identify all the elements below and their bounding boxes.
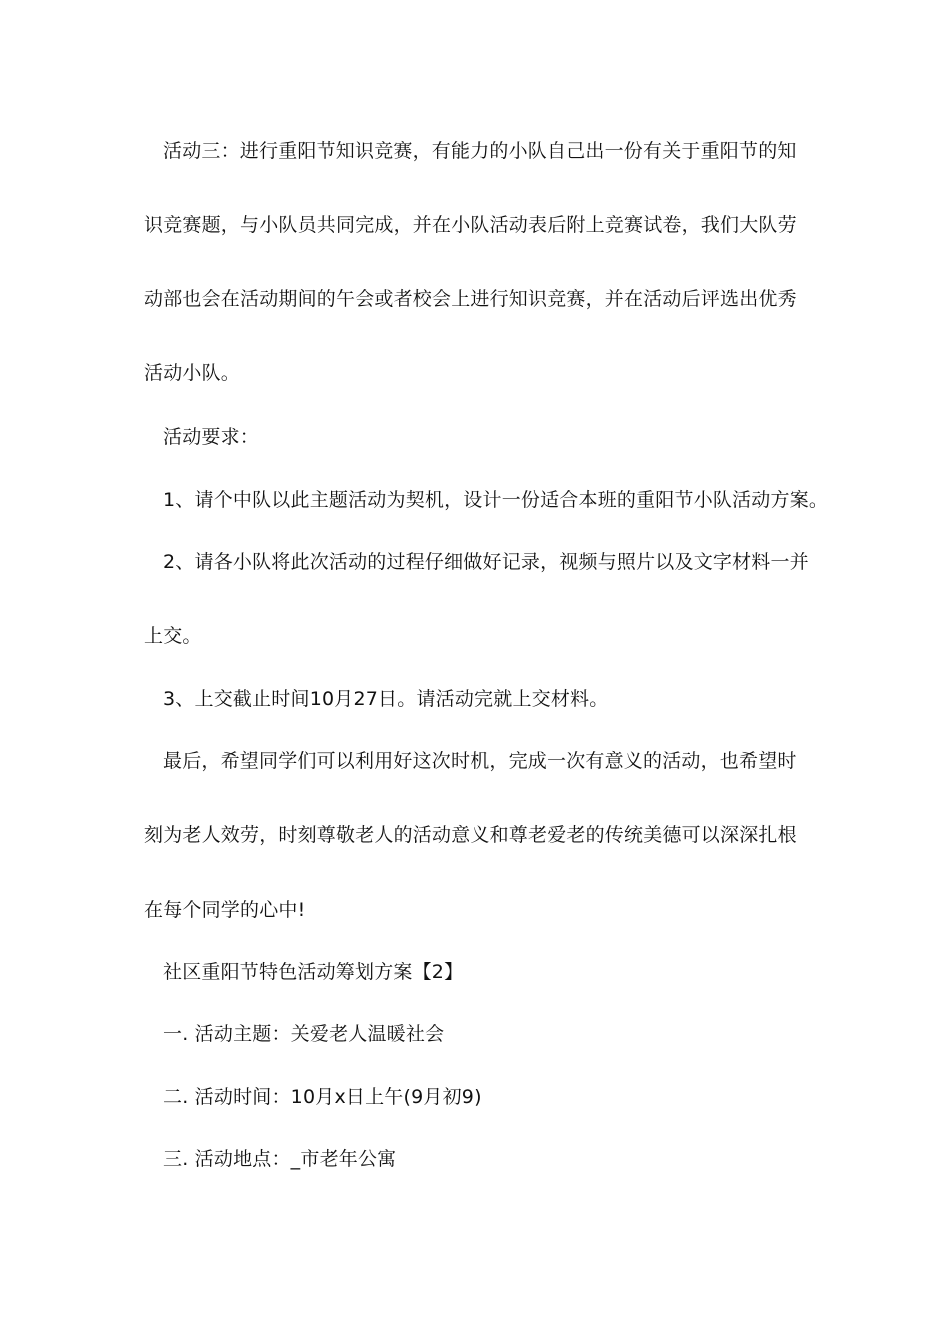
closing-line-2: 刻为老人效劳，时刻尊敬老人的活动意义和尊老爱老的传统美德可以深深扎根 [144, 824, 797, 846]
requirement-2-line-1: 2、请各小队将此次活动的过程仔细做好记录，视频与照片以及文字材料一并 [163, 551, 809, 573]
closing-line-1: 最后，希望同学们可以利用好这次时机，完成一次有意义的活动，也希望时 [163, 750, 797, 772]
requirement-2-line-2: 上交。 [144, 625, 202, 647]
plan2-title: 社区重阳节特色活动筹划方案【2】 [163, 961, 464, 983]
activity3-line-4: 活动小队。 [144, 362, 241, 384]
plan2-theme: 一. 活动主题：关爱老人温暖社会 [163, 1023, 445, 1045]
requirement-3: 3、上交截止时间10月27日。请活动完就上交材料。 [163, 688, 609, 710]
activity3-line-1: 活动三：进行重阳节知识竞赛，有能力的小队自己出一份有关于重阳节的知 [163, 140, 797, 162]
activity3-line-3: 动部也会在活动期间的午会或者校会上进行知识竞赛，并在活动后评选出优秀 [144, 288, 797, 310]
requirement-1: 1、请个中队以此主题活动为契机，设计一份适合本班的重阳节小队活动方案。 [163, 489, 829, 511]
closing-line-3: 在每个同学的心中! [144, 899, 306, 921]
plan2-place: 三. 活动地点：_市老年公寓 [163, 1148, 397, 1170]
activity3-line-2: 识竞赛题，与小队员共同完成，并在小队活动表后附上竞赛试卷，我们大队劳 [144, 214, 797, 236]
requirements-heading: 活动要求： [163, 426, 260, 448]
plan2-time: 二. 活动时间：10月x日上午(9月初9) [163, 1086, 482, 1108]
